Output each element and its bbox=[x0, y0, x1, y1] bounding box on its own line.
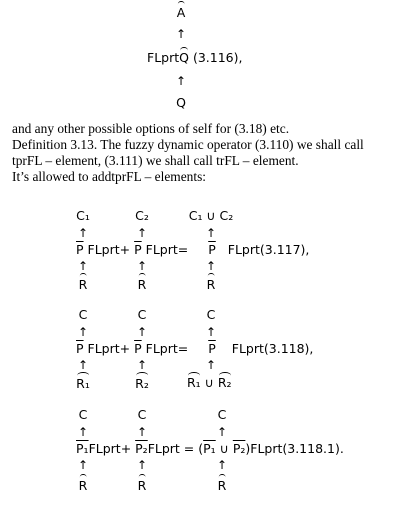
equation-3-118: $\overline{P}$ FLprt+ $\overline{P}$ FLprt= $\overline{P}$ FLprt(3.118), bbox=[76, 341, 314, 356]
equation-3-118-1: P₁FLprt+ P₂FLprt = (P₁ ∪ P₂)FLprt(3.118.1). bbox=[76, 441, 344, 456]
c-symbol: C bbox=[78, 407, 88, 422]
r-hat-symbol: R bbox=[78, 277, 88, 292]
equation-3-116: FLprtQ (3.116), bbox=[147, 50, 243, 65]
r-hat-symbol: R bbox=[137, 277, 147, 292]
r1-union-r2-symbol: R₁ ∪ R₂ bbox=[187, 375, 232, 390]
c-symbol: C bbox=[137, 407, 147, 422]
up-arrow: ↑ bbox=[77, 325, 89, 339]
c-symbol: C bbox=[206, 307, 216, 322]
up-arrow: ↑ bbox=[136, 226, 148, 240]
up-arrow: ↑ bbox=[216, 458, 228, 472]
up-arrow: ↑ bbox=[136, 458, 148, 472]
up-arrow: ↑ bbox=[205, 358, 217, 372]
up-arrow: ↑ bbox=[205, 259, 217, 273]
up-arrow: ↑ bbox=[205, 325, 217, 339]
r-hat-symbol: R bbox=[206, 277, 216, 292]
r-hat-symbol: R bbox=[217, 478, 227, 493]
up-arrow: ↑ bbox=[136, 425, 148, 439]
up-arrow: ↑ bbox=[77, 358, 89, 372]
r1-hat-symbol: R₁ bbox=[76, 376, 90, 391]
c1-union-c2-symbol: C₁ ∪ C₂ bbox=[188, 208, 234, 223]
up-arrow: ↑ bbox=[175, 27, 187, 41]
up-arrow: ↑ bbox=[216, 425, 228, 439]
q-symbol: Q bbox=[176, 95, 186, 110]
c-symbol: C bbox=[217, 407, 227, 422]
up-arrow: ↑ bbox=[175, 74, 187, 88]
c2-symbol: C₂ bbox=[135, 208, 149, 223]
up-arrow: ↑ bbox=[77, 226, 89, 240]
up-arrow: ↑ bbox=[77, 458, 89, 472]
up-arrow: ↑ bbox=[136, 358, 148, 372]
c1-symbol: C₁ bbox=[76, 208, 90, 223]
up-arrow: ↑ bbox=[205, 226, 217, 240]
r-hat-symbol: R bbox=[137, 478, 147, 493]
c-symbol: C bbox=[137, 307, 147, 322]
paragraph-line: and any other possible options of self for (3.18) etc. bbox=[12, 121, 290, 136]
r2-hat-symbol: R₂ bbox=[135, 376, 149, 391]
paragraph-line: It’s allowed to addtprFL – elements: bbox=[12, 169, 206, 184]
c-symbol: C bbox=[78, 307, 88, 322]
a-hat-symbol: A bbox=[176, 5, 186, 20]
definition-line: tprFL – element, (3.111) we shall call trFL – element. bbox=[12, 153, 299, 168]
up-arrow: ↑ bbox=[136, 325, 148, 339]
up-arrow: ↑ bbox=[136, 259, 148, 273]
equation-3-117: $\overline{P}$ FLprt+ $\overline{P}$ FLprt= $\overline{P}$ FLprt(3.117), bbox=[76, 242, 310, 257]
up-arrow: ↑ bbox=[77, 425, 89, 439]
definition-line: Definition 3.13. The fuzzy dynamic operator (3.110) we shall call bbox=[12, 137, 364, 152]
up-arrow: ↑ bbox=[77, 259, 89, 273]
r-hat-symbol: R bbox=[78, 478, 88, 493]
